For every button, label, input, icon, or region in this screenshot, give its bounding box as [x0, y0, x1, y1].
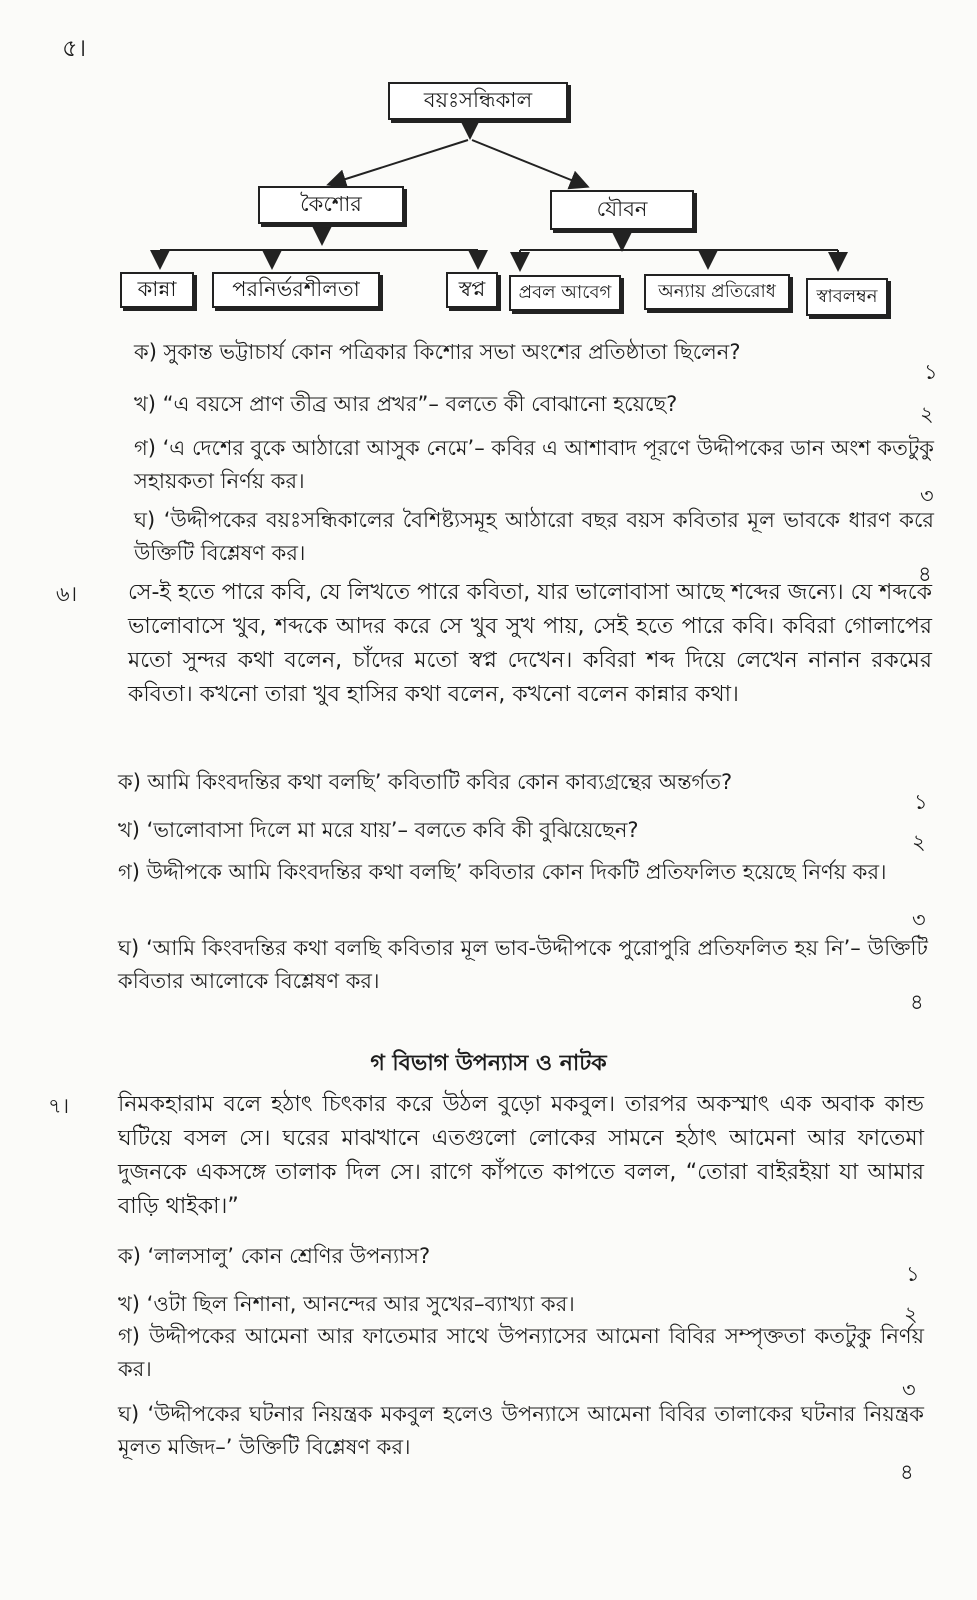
diagram-root-box: বয়ঃসন্ধিকাল — [388, 82, 568, 120]
q7-item-gha: ঘ) ‘উদ্দীপকের ঘটনার নিয়ন্ত্রক মকবুল হলেও উপন্যাসে আমেনা বিবির তালাকের ঘটনার নিয়ন্ত্রক মূলত মজিদ–’ উক্তিটি বিশ্লেষণ কর। — [118, 1402, 924, 1459]
page-number: ৫। — [62, 34, 87, 62]
arrow-to-left — [330, 140, 468, 184]
q5-mark-gha: ৪ — [918, 562, 932, 586]
q7-mark-ka: ১ — [906, 1262, 920, 1286]
q6-mark-ka: ১ — [914, 790, 928, 814]
diagram-leaf-5: অন্যায় প্রতিরোধ — [644, 274, 790, 310]
q6-passage: সে-ই হতে পারে কবি, যে লিখতে পারে কবিতা, যার ভালোবাসা আছে শব্দের জন্যে। যে শব্দকে ভালোবাসে খুব, শব্দকে আদর করে সে খুব সুখ পায়, সেই হতে পারে কবি। কবিরা গোলাপের মতো সুন্দর কথা বলেন, চাঁদের মতো স্বপ্ন দেখেন। কবিরা শব্দ দিয়ে লেখেন নানান রকমের কবিতা। কখনো তারা খুব হাসির কথা বলেন, কখনো বলেন কান্নার কথা। — [128, 580, 932, 707]
q6-mark-kha: ২ — [912, 830, 926, 854]
q6-item-ka: ক) আমি কিংবদন্তির কথা বলছি’ কবিতাটি কবির কোন কাব্যগ্রন্থের অন্তর্গত? — [118, 770, 733, 794]
diagram-left-box: কৈশোর — [258, 186, 404, 224]
diagram-leaf-4: প্রবল আবেগ — [509, 275, 621, 311]
q7-mark-gha: ৪ — [900, 1460, 914, 1484]
diagram-right-box: যৌবন — [550, 190, 694, 230]
q7-item-kha: খ) ‘ওটা ছিল নিশানা, আনন্দের আর সুখের–ব্যাখ্যা কর। — [118, 1292, 575, 1316]
q5-mark-ka: ১ — [924, 360, 938, 384]
q5-item-ga: গ) ‘এ দেশের বুকে আঠারো আসুক নেমে’– কবির এ আশাবাদ পূরণে উদ্দীপকের ডান অংশ কতটুকু সহায়কতা নির্ণয় কর। — [134, 436, 934, 493]
q5-item-ka: ক) সুকান্ত ভট্টাচার্য কোন পত্রিকার কিশোর সভা অংশের প্রতিষ্ঠাতা ছিলেন? — [134, 340, 741, 364]
q7-mark-ga: ৩ — [902, 1378, 916, 1402]
diagram-leaf-1: কান্না — [120, 272, 194, 308]
arrow-to-right — [472, 140, 586, 186]
q5-item-kha: খ) “এ বয়সে প্রাণ তীব্র আর প্রখর”– বলতে কী বোঝানো হয়েছে? — [134, 392, 678, 416]
q6-item-kha: খ) ‘ভালোবাসা দিলে মা মরে যায়’– বলতে কবি কী বুঝিয়েছেন? — [118, 818, 639, 842]
q6-mark-ga: ৩ — [912, 908, 926, 932]
section-title: গ বিভাগ উপন্যাস ও নাটক — [370, 1051, 607, 1076]
q5-mark-kha: ২ — [920, 402, 934, 426]
q7-item-ka: ক) ‘লালসালু’ কোন শ্রেণির উপন্যাস? — [118, 1244, 431, 1268]
q6-mark-gha: ৪ — [910, 990, 924, 1014]
diagram-leaf-3: স্বপ্ন — [446, 272, 498, 308]
q7-passage: নিমকহারাম বলে হঠাৎ চিৎকার করে উঠল বুড়ো মকবুল। তারপর অকস্মাৎ এক অবাক কান্ড ঘটিয়ে বসল সে। ঘরের মাঝখানে এতগুলো লোকের সামনে হঠাৎ আমেনা আর ফাতেমা দুজনকে একসঙ্গে তালাক দিল সে। রাগে কাঁপতে কাপতে বলল, “তোরা বাইরইয়া যা আমার বাড়ি থাইকা।” — [118, 1092, 924, 1219]
q5-mark-ga: ৩ — [920, 484, 934, 508]
q5-item-gha: ঘ) ‘উদ্দীপকের বয়ঃসন্ধিকালের বৈশিষ্ট্যসমূহ আঠারো বছর বয়স কবিতার মূল ভাবকে ধারণ করে উক্তিটি বিশ্লেষণ কর। — [134, 508, 934, 565]
q6-item-ga: গ) উদ্দীপকে আমি কিংবদন্তির কথা বলছি’ কবিতার কোন দিকটি প্রতিফলিত হয়েছে নির্ণয় কর। — [118, 860, 887, 884]
q7-item-ga: গ) উদ্দীপকের আমেনা আর ফাতেমার সাথে উপন্যাসের আমেনা বিবির সম্পৃক্ততা কতটুকু নির্ণয় কর। — [118, 1324, 924, 1381]
q6-item-gha: ঘ) ‘আমি কিংবদন্তির কথা বলছি কবিতার মূল ভাব-উদ্দীপকে পুরোপুরি প্রতিফলিত হয় নি’– উক্তিটি কবিতার আলোকে বিশ্লেষণ কর। — [118, 936, 928, 993]
q7-number: ৭। — [48, 1094, 70, 1118]
q7-mark-kha: ২ — [904, 1302, 918, 1326]
q6-number: ৬। — [56, 582, 78, 606]
diagram-leaf-6: স্বাবলম্বন — [806, 278, 888, 316]
diagram-leaf-2: পরনির্ভরশীলতা — [212, 272, 380, 308]
